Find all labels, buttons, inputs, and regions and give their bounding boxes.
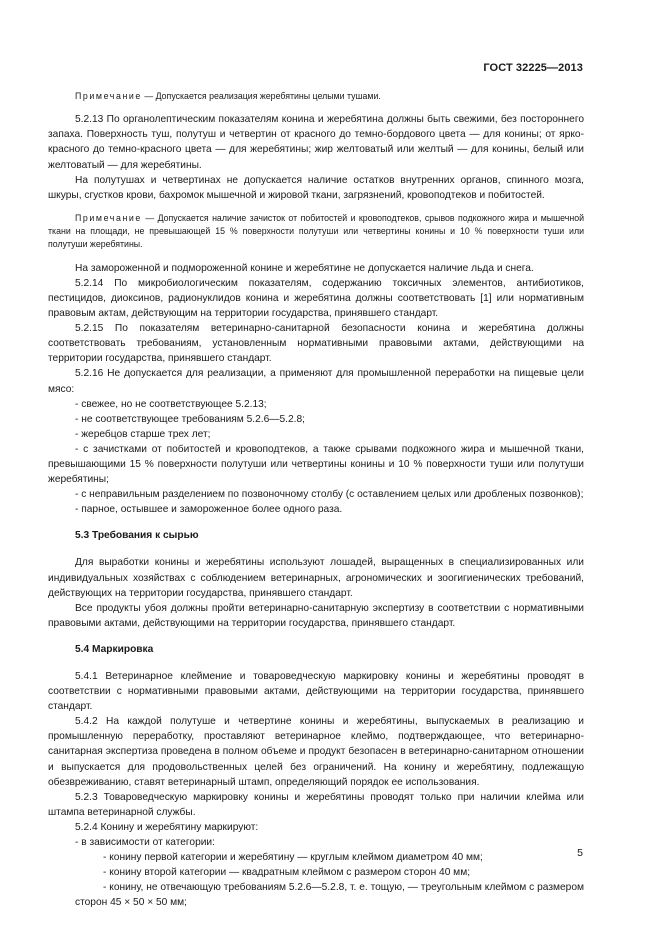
list-item: - конину второй категории — квадратным клеймом с размером сторон 40 мм;	[103, 867, 471, 879]
paragraph-5-2-16: 5.2.16 Не допускается для реализации, а применяют для промышленной переработки на пищевые цели мясо:	[48, 368, 584, 395]
section-heading-5-3: 5.3 Требования к сырью	[75, 530, 199, 542]
paragraph-5-2-13-continued: На полутушах и четвертинах не допускается наличие остатков внутренних органов, спинного мозга, шкуры, сгустков крови, бахромок мышечной и жировой ткани, загрязнений, кровоподтеков и побитостей.	[48, 174, 584, 201]
note-label: Примечание	[75, 91, 142, 101]
paragraph-5-2-4: 5.2.4 Конину и жеребятину маркируют:	[75, 821, 259, 833]
list-item: - свежее, но не соответствующее 5.2.13;	[75, 398, 267, 410]
document-body	[48, 90, 584, 911]
list-item: - с неправильным разделением по позвоночному столбу (с оставлением целых или дробленых позвонков);	[75, 489, 584, 501]
note-text: — Допускается реализация жеребятины целыми тушами.	[141, 91, 381, 101]
list-item: - конину, не отвечающую требованиям 5.2.6—5.2.8, т. е. тощую, — треугольным клеймом с размером сторон 45 × 50 × 50 мм;	[75, 882, 584, 909]
paragraph-5-2-14: 5.2.14 По микробиологическим показателям, содержанию токсичных элементов, антибиотиков, пестицидов, диоксинов, радионуклидов конина и жеребятина должны соответствовать [1] или нормативным правовым актам, действующим на территории государства, принявшего стандарт.	[48, 277, 584, 320]
list-subheading: - в зависимости от категории:	[75, 837, 215, 849]
paragraph-5-4-1: 5.4.1 Ветеринарное клеймение и товароведческую маркировку конины и жеребятины проводят в соответствии с нормативными правовыми актами, действующими на территории государства, принявшего стандарт.	[48, 671, 584, 713]
paragraph-5-3-b: Все продукты убоя должны пройти ветеринарно-санитарную экспертизу в соответствии с нормативными правовыми актами, действующими на территории государства, принявшего стандарт.	[48, 602, 584, 629]
page-number: 5	[577, 847, 583, 859]
paragraph-frozen-meat: На замороженной и подмороженной конине и жеребятине не допускается наличие льда и снега.	[75, 262, 534, 274]
paragraph-5-2-3: 5.2.3 Товароведческую маркировку конины и жеребятины проводят только при наличии клейма или штампа ветеринарной службы.	[48, 791, 584, 818]
note-trimmings	[48, 212, 584, 252]
list-item: - парное, остывшее и замороженное более одного раза.	[75, 504, 343, 516]
list-item: - конину первой категории и жеребятину — круглым клеймом диаметром 40 мм;	[103, 852, 483, 864]
note-label: Примечание	[75, 212, 142, 223]
note-text: — Допускается наличие зачисток от побитостей и кровоподтеков, срывов подкожного жира и мышечной ткани на площади, не превышающей 15 % поверхности полутуши или четвертины конины и 10 % поверхности туши или полутуши жеребятины.	[48, 212, 584, 250]
section-heading-5-4: 5.4 Маркировка	[75, 643, 154, 655]
list-item: - с зачистками от побитостей и кровоподтеков, а также срывами подкожного жира и мышечной ткани, превышающими 15 % поверхности полутуши или четвертины конины и 10 % поверхности туши или полутуши жеребятины;	[48, 443, 584, 486]
document-header-standard: ГОСТ 32225—2013	[483, 62, 583, 74]
note-whole-carcasses	[48, 90, 584, 103]
paragraph-5-4-2: 5.4.2 На каждой полутуше и четвертине конины и жеребятины, выпускаемых в реализацию и промышленную переработку, проставляют ветеринарное клеймо, подтверждающее, что ветеринарно-санитарная экспертиза проведена в полном объеме и продукт безопасен в ветеринарно-санитарном отношении и выпускается для продовольственных целей без ограничений. На конину и жеребятину, подлежащую обезвреживанию, ставят ветеринарный штамп, определяющий порядок ее использования.	[48, 716, 584, 788]
paragraph-5-3-a: Для выработки конины и жеребятины используют лошадей, выращенных в специализированных или индивидуальных хозяйствах с соблюдением ветеринарных, агрономических и зоогигиенических требований, действующих на территории государства, принявшего стандарт.	[48, 557, 584, 599]
paragraph-5-2-13: 5.2.13 По органолептическим показателям конина и жеребятина должны быть свежими, без постороннего запаха. Поверхность туш, полутуш и четвертин от красного до темно-бордового цвета — для конины; от ярко-красного до темно-красного цвета — для жеребятины; жир желтоватый или желтый — для конины, белый или желтоватый — для жеребятины.	[48, 114, 584, 171]
list-item: - жеребцов старше трех лет;	[75, 428, 211, 440]
list-item: - не соответствующее требованиям 5.2.6—5.2.8;	[75, 413, 305, 425]
paragraph-5-2-15: 5.2.15 По показателям ветеринарно-санитарной безопасности конина и жеребятина должны соответствовать требованиям, установленным нормативными правовыми актами, действующими на территории государства, принявшего стандарт.	[48, 323, 584, 365]
